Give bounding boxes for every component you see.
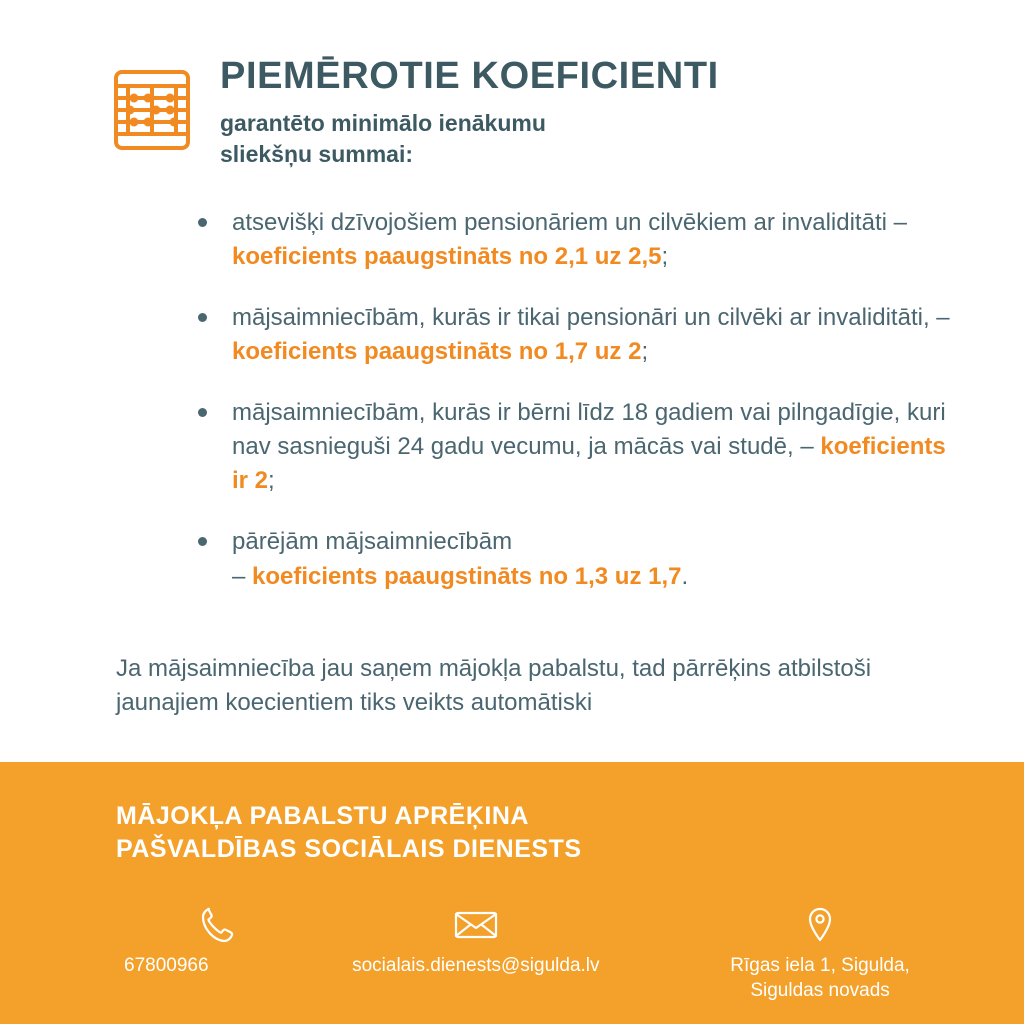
body-text: ; (661, 242, 669, 270)
list-item (232, 301, 954, 369)
bullet-dot-icon (198, 313, 207, 322)
body-text: pārējām mājsaimniecībām – (232, 528, 513, 590)
highlighted-text: koeficients paaugstināts no 1,3 uz 1,7 (252, 562, 682, 590)
contact-phone-value[interactable]: 67800966 (124, 955, 209, 976)
page-title: PIEMĒROTIE KOEFICIENTI (220, 55, 719, 97)
body-text: ; (641, 338, 649, 366)
abacus-icon (104, 56, 200, 163)
phone-icon (116, 904, 318, 946)
body-text: mājsaimniecībām, kurās ir tikai pensionāri un cilvēki ar invaliditāti, – (232, 304, 950, 332)
envelope-icon (318, 904, 635, 946)
coefficient-list (0, 206, 1024, 594)
highlighted-text: koeficients paaugstināts no 2,1 uz 2,5 (232, 242, 662, 270)
contact-email-value[interactable]: socialais.dienests@sigulda.lv (352, 955, 600, 976)
contact-email (318, 904, 635, 979)
bullet-dot-icon (198, 408, 207, 417)
footer-title: MĀJOKĻA PABALSTU APRĒĶINA PAŠVALDĪBAS SOCIĀLAIS DIENESTS (116, 802, 582, 863)
contact-address-value[interactable]: Rīgas iela 1, Sigulda, Siguldas novads (730, 955, 910, 1001)
highlighted-text: koeficients ir 2 (232, 433, 946, 495)
header-text (200, 56, 719, 170)
highlighted-text: koeficients paaugstināts no 1,7 uz 2 (232, 338, 642, 366)
list-item (232, 525, 954, 593)
location-pin-icon (676, 904, 964, 946)
contact-address (676, 904, 964, 1003)
note-text: Ja mājsaimniecība jau saņem mājokļa pabalstu, tad pārrēķins atbilstoši jaunajiem koecientiem tiks veikts automātiski (116, 654, 872, 716)
contact-row (116, 904, 964, 1003)
list-item (232, 206, 954, 274)
footer (0, 762, 1024, 1024)
body-text: ; (268, 467, 275, 495)
list-item (232, 396, 954, 498)
bullet-dot-icon (198, 218, 207, 227)
body-text: atsevišķi dzīvojošiem pensionāriem un cilvēkiem ar invaliditāti – (232, 208, 907, 236)
page-subtitle: garantēto minimālo ienākumu sliekšņu summai: (220, 109, 546, 167)
body-text: . (681, 562, 689, 590)
contact-phone (116, 904, 318, 979)
header (0, 0, 1024, 170)
body-text: mājsaimniecībām, kurās ir bērni līdz 18 gadiem vai pilngadīgie, kuri nav sasnieguši 24 gadu vecumu, ja mācās vai studē, – (232, 399, 946, 461)
bullet-dot-icon (198, 537, 207, 546)
